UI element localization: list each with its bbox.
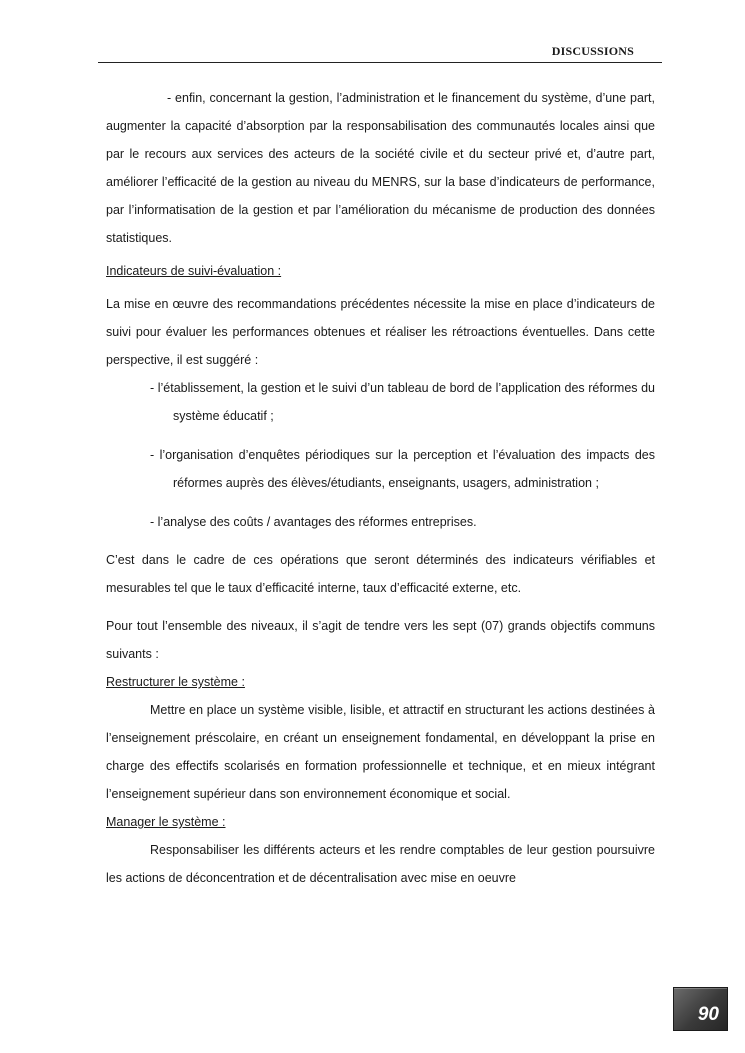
- manage-paragraph: Responsabiliser les différents acteurs et les rendre comptables de leur gestion poursuivre les actions de déconcentration et de décentralisation avec mise en oeuvre: [106, 843, 655, 885]
- list-item: - l’organisation d’enquêtes périodiques sur la perception et l’évaluation des impacts des réformes auprès des élèves/étudiants, enseignants, usagers, administration ;: [150, 448, 655, 490]
- header-divider: [98, 62, 662, 63]
- indicators-heading: Indicateurs de suivi-évaluation :: [106, 264, 282, 278]
- list-item: - l’établissement, la gestion et le suivi d’un tableau de bord de l’application des réformes du système éducatif ;: [150, 381, 655, 423]
- manage-heading: Manager le système :: [106, 815, 226, 829]
- indicators-paragraph: La mise en œuvre des recommandations précédentes nécessite la mise en place d’indicateurs de suivi pour évaluer les performances obtenues et réaliser les rétroactions éventuelles. Dans cette perspective, il est suggéré :: [106, 297, 655, 367]
- indicators-conclusion: C’est dans le cadre de ces opérations que seront déterminés des indicateurs vérifiables et mesurables tel que le taux d’efficacité interne, taux d’efficacité externe, etc.: [106, 553, 655, 595]
- restructure-paragraph: Mettre en place un système visible, lisible, et attractif en structurant les actions destinées à l’enseignement préscolaire, en créant un enseignement fondamental, en développant la prise en charge des effectifs scolarisés en formation professionnelle et technique, et en mieux intégrant l’enseignement supérieur dans son environnement économique et social.: [106, 703, 655, 801]
- indicators-list: [106, 374, 655, 536]
- intro-paragraph: - enfin, concernant la gestion, l’administration et le financement du système, d’une part, augmenter la capacité d’absorption par la responsabilisation des communautés locales ainsi que par le recours aux services des acteurs de la société civile et du secteur privé et, d’autre part, améliorer l’efficacité de la gestion au niveau du MENRS, sur la base d’indicateurs de performance, par l’informatisation de la gestion et par l’amélioration du mécanisme de production des données statistiques.: [106, 91, 655, 245]
- restructure-heading: Restructurer le système :: [106, 675, 245, 689]
- objectives-intro: Pour tout l’ensemble des niveaux, il s’agit de tendre vers les sept (07) grands objectifs communs suivants :: [106, 619, 655, 661]
- document-body: [106, 84, 655, 892]
- page-number-badge: [673, 987, 728, 1031]
- page-number: 90: [697, 1004, 719, 1025]
- list-item: - l’analyse des coûts / avantages des réformes entreprises.: [150, 515, 477, 529]
- page-header-title: DISCUSSIONS: [551, 44, 634, 58]
